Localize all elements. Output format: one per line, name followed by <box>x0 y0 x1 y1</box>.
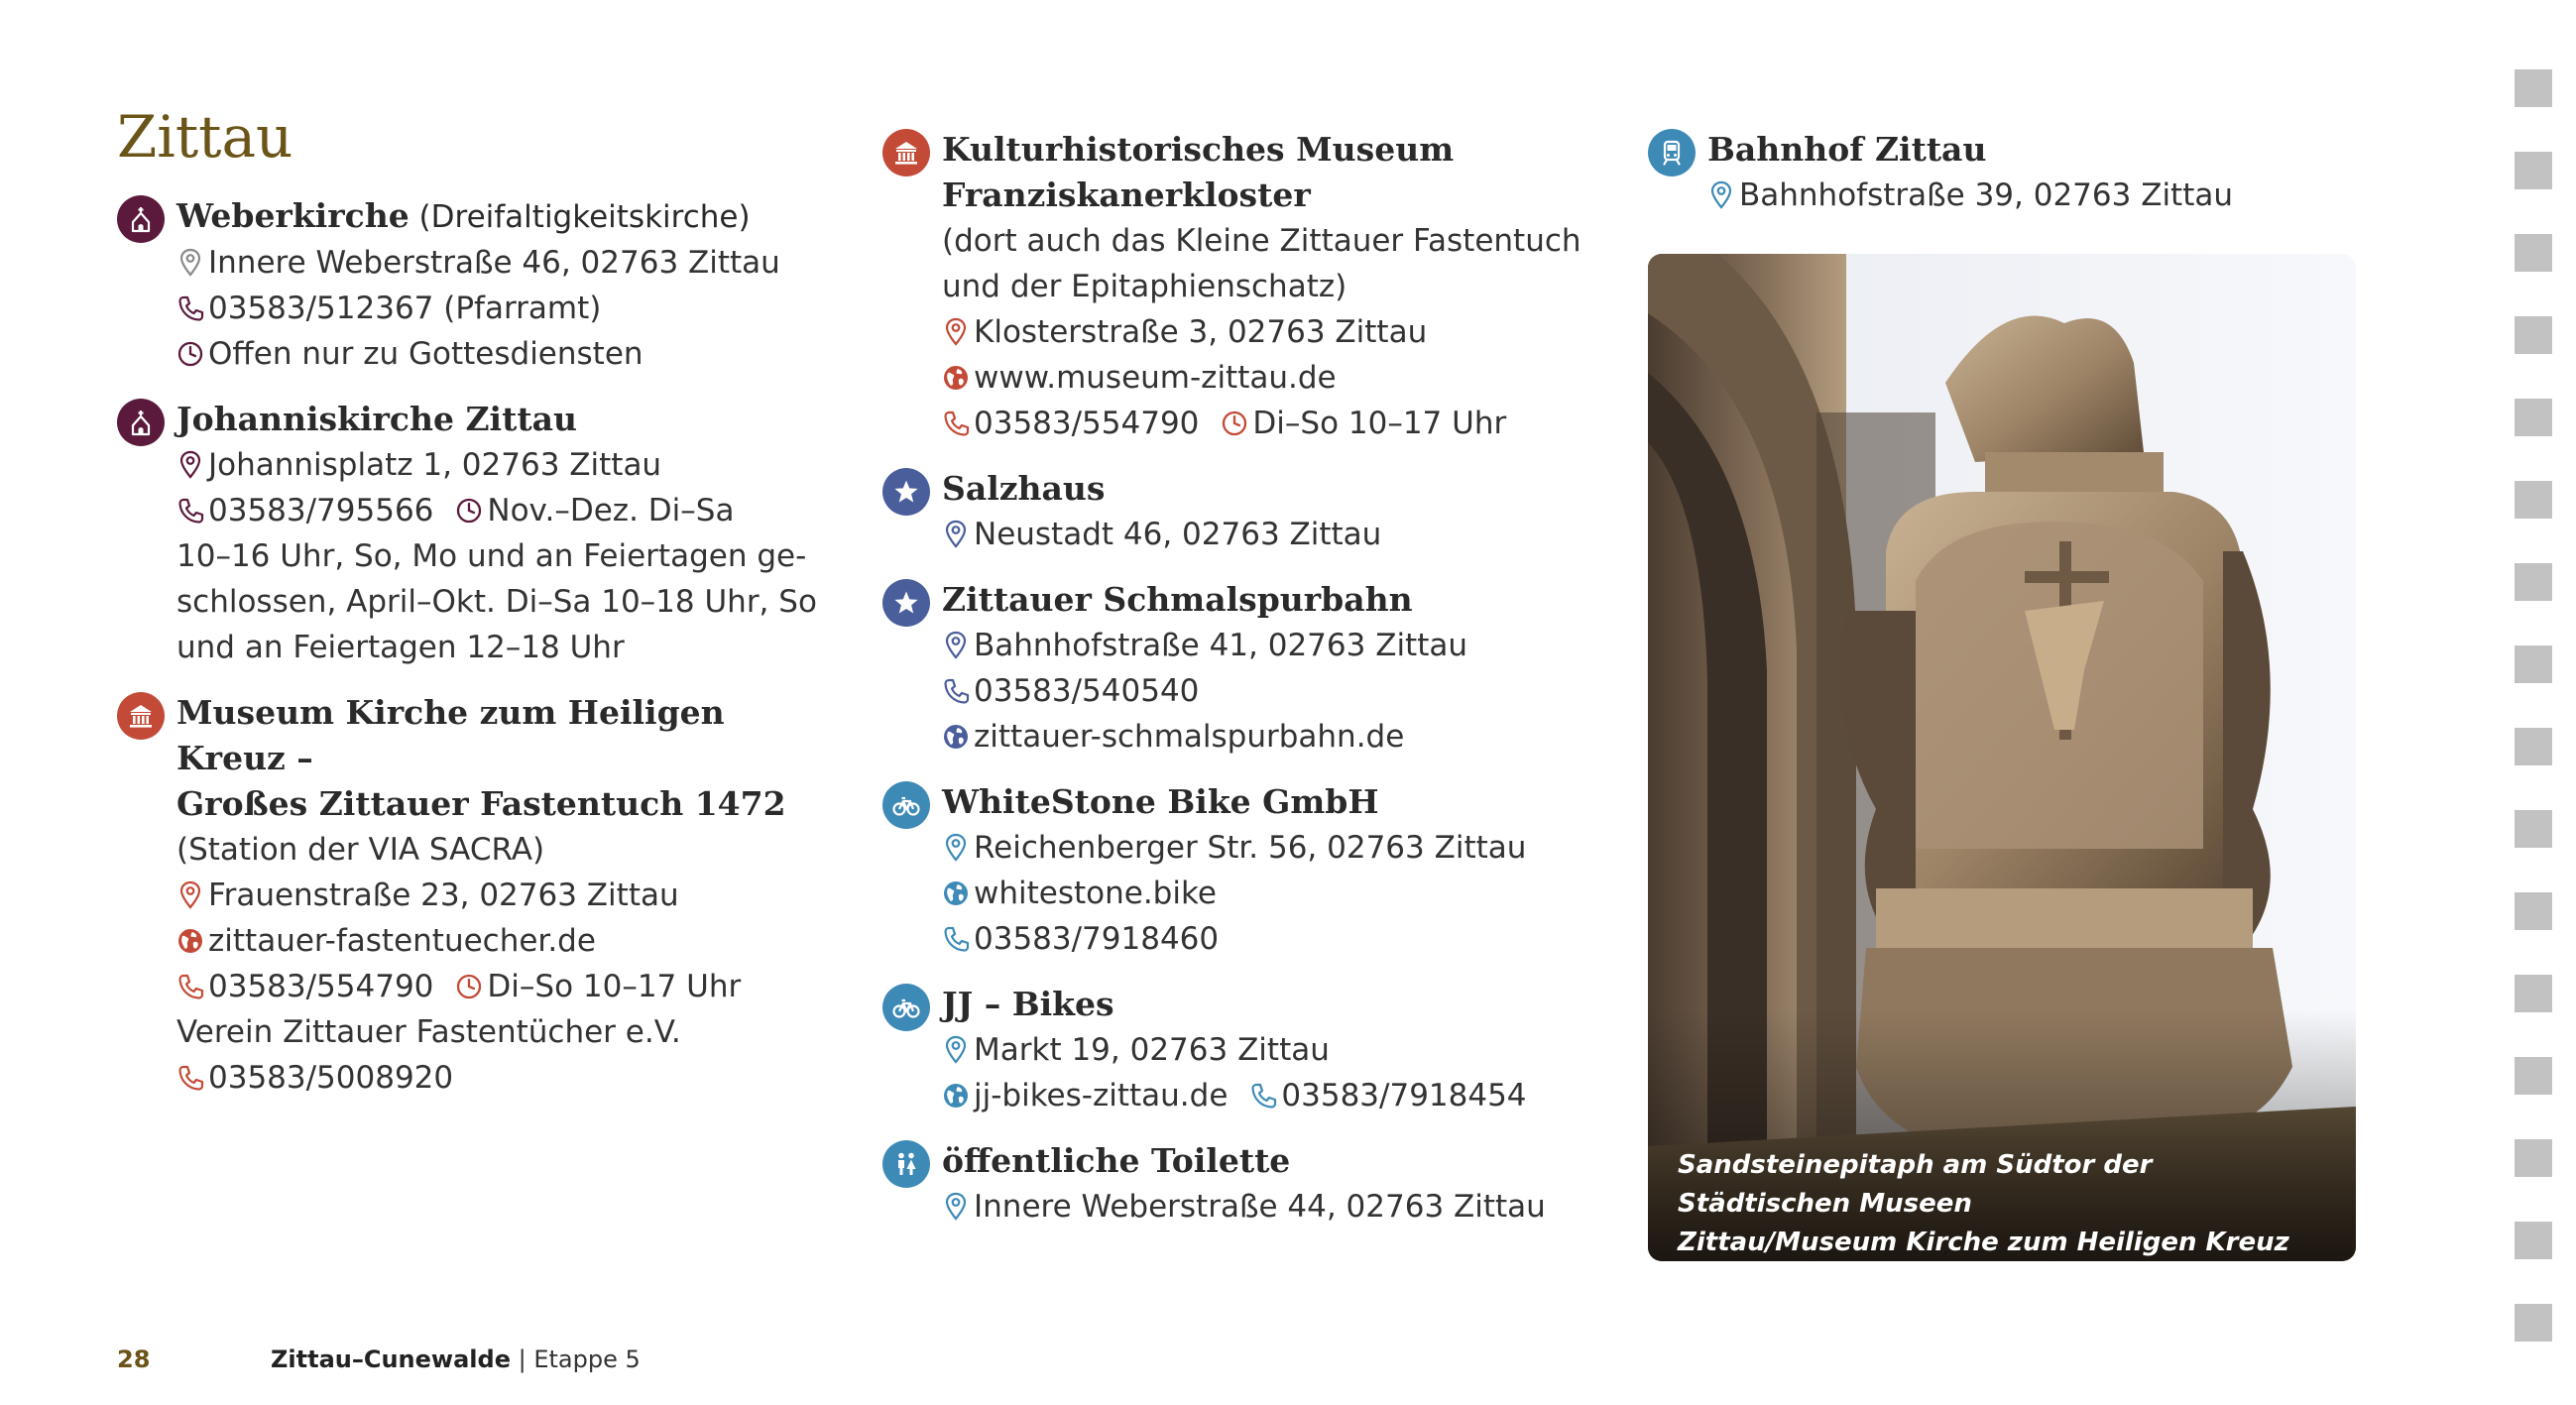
thumb-index-tab <box>2515 645 2552 683</box>
entry-zittauer-schmalspurbahn <box>882 577 1596 760</box>
sandstone-epitaph-image <box>1648 254 2356 1261</box>
thumb-index-tab <box>2515 728 2552 765</box>
entry-bahnhof-zittau <box>1648 127 2362 218</box>
globe-icon <box>942 1081 970 1111</box>
phone-number: 03583/540540 <box>974 673 1200 709</box>
location-pin-icon <box>942 631 970 660</box>
opening-hours-continued: schlossen, April–Okt. Di–Sa 10–18 Uhr, So <box>176 584 817 620</box>
location-pin-icon <box>942 317 970 347</box>
column-left <box>117 193 831 1120</box>
phone-icon <box>176 1063 204 1093</box>
phone-icon <box>942 409 970 438</box>
phone-icon <box>942 676 970 706</box>
thumb-index-tab <box>2515 316 2552 354</box>
phone-number: 03583/7918460 <box>974 921 1220 957</box>
photo-caption <box>1678 1146 2332 1261</box>
location-pin-icon <box>1707 180 1735 210</box>
phone-number: 03583/5008920 <box>208 1060 454 1096</box>
opening-hours-continued: und an Feiertagen 12–18 Uhr <box>176 630 625 665</box>
clock-icon <box>176 339 204 369</box>
toilet-icon <box>882 1140 930 1188</box>
address: Bahnhofstraße 41, 02763 Zittau <box>974 628 1468 663</box>
address: Innere Weberstraße 46, 02763 Zittau <box>208 245 780 281</box>
entry-kulturhistorisches-museum <box>882 127 1596 446</box>
entry-name: WhiteStone Bike GmbH <box>942 782 1379 821</box>
entry-name-note: (Dreifaltigkeitskirche) <box>409 199 751 235</box>
thumb-index-tab <box>2515 563 2552 601</box>
phone-icon <box>176 972 204 1001</box>
thumb-index-tab <box>2515 234 2552 272</box>
location-pin-icon <box>942 833 970 863</box>
address: Johannisplatz 1, 02763 Zittau <box>208 447 662 483</box>
star-icon <box>882 468 930 516</box>
phone-number: 03583/554790 <box>974 406 1200 441</box>
entry-name-continued: Großes Zittauer Fastentuch 1472 <box>176 784 786 823</box>
church-icon <box>117 195 165 243</box>
website-link[interactable]: www.museum-zittau.de <box>974 360 1337 396</box>
location-pin-icon <box>942 520 970 549</box>
opening-hours-continued: 10–16 Uhr, So, Mo und an Feiertagen ge- <box>176 538 807 574</box>
thumb-index-tab <box>2515 399 2552 436</box>
entry-name: Weberkirche <box>176 196 410 235</box>
website-link[interactable]: whitestone.bike <box>974 876 1217 911</box>
footer-route <box>271 1346 641 1373</box>
phone-number: 03583/554790 <box>208 969 434 1004</box>
bicycle-icon <box>882 984 930 1031</box>
page-footer <box>117 1346 641 1373</box>
address: Innere Weberstraße 44, 02763 Zittau <box>974 1189 1546 1225</box>
opening-hours: Di–So 10–17 Uhr <box>487 969 742 1004</box>
address: Reichenberger Str. 56, 02763 Zittau <box>974 830 1527 866</box>
website-link[interactable]: jj-bikes-zittau.de <box>974 1078 1229 1113</box>
globe-icon <box>942 878 970 908</box>
thumb-index-tab <box>2515 1222 2552 1259</box>
entry-jj-bikes <box>882 982 1596 1118</box>
opening-hours: Offen nur zu Gottesdiensten <box>208 336 644 372</box>
page-title: Zittau <box>117 103 293 171</box>
footer-separator: | <box>510 1346 534 1373</box>
thumb-index-tab <box>2515 69 2552 107</box>
clock-icon <box>455 496 483 526</box>
thumb-index-tab <box>2515 1139 2552 1177</box>
phone-icon <box>176 496 204 526</box>
globe-icon <box>176 926 204 956</box>
column-middle <box>882 127 1596 1249</box>
thumb-index-tab <box>2515 975 2552 1012</box>
entry-name-continued: Franziskanerkloster <box>942 176 1311 214</box>
entry-note: (dort auch das Kleine Zittauer Fastentuch <box>942 223 1581 259</box>
location-pin-icon <box>942 1035 970 1065</box>
website-link[interactable]: zittauer-fastentuecher.de <box>208 923 596 959</box>
phone-number: 03583/512367 (Pfarramt) <box>208 291 602 326</box>
entry-name: Kulturhistorisches Museum <box>942 130 1455 169</box>
train-icon <box>1648 129 1696 176</box>
entry-whitestone-bike <box>882 779 1596 962</box>
phone-icon <box>942 924 970 954</box>
address: Neustadt 46, 02763 Zittau <box>974 517 1382 552</box>
bicycle-icon <box>882 781 930 829</box>
entry-salzhaus <box>882 466 1596 557</box>
thumb-index-tab <box>2515 892 2552 930</box>
entry-weberkirche <box>117 193 831 377</box>
thumb-index-tab <box>2515 1057 2552 1095</box>
association-name: Verein Zittauer Fastentücher e.V. <box>176 1014 681 1050</box>
entry-museum-kirche-heiligen-kreuz <box>117 690 831 1101</box>
location-pin-icon <box>176 880 204 910</box>
entry-note: (Station der VIA SACRA) <box>176 832 545 868</box>
museum-icon <box>117 692 165 740</box>
clock-icon <box>455 972 483 1001</box>
photo-caption-line: Zittau/Museum Kirche zum Heiligen Kreuz <box>1678 1228 2289 1257</box>
location-pin-icon <box>176 248 204 278</box>
entry-name: Salzhaus <box>942 469 1106 508</box>
entry-name: Zittauer Schmalspurbahn <box>942 580 1413 619</box>
museum-icon <box>882 129 930 176</box>
address: Bahnhofstraße 39, 02763 Zittau <box>1739 177 2234 213</box>
phone-icon <box>176 293 204 323</box>
entry-oeffentliche-toilette <box>882 1138 1596 1229</box>
thumb-index-tab <box>2515 810 2552 848</box>
stage-label: Etappe 5 <box>533 1346 641 1373</box>
entry-johanniskirche <box>117 397 831 670</box>
entry-name: Museum Kirche zum Heiligen Kreuz – <box>176 693 725 777</box>
thumb-index-tab <box>2515 152 2552 189</box>
column-right <box>1648 127 2362 238</box>
church-icon <box>117 399 165 446</box>
address: Klosterstraße 3, 02763 Zittau <box>974 314 1428 350</box>
opening-hours: Nov.–Dez. Di–Sa <box>487 493 735 528</box>
photo-caption-line: Sandsteinepitaph am Südtor der Städtischen Museen <box>1678 1150 2153 1219</box>
opening-hours: Di–So 10–17 Uhr <box>1252 406 1507 441</box>
globe-icon <box>942 722 970 752</box>
phone-number: 03583/7918454 <box>1281 1078 1527 1113</box>
route-name: Zittau–Cunewalde <box>271 1346 511 1373</box>
address: Markt 19, 02763 Zittau <box>974 1032 1330 1068</box>
phone-number: 03583/795566 <box>208 493 434 528</box>
location-pin-icon <box>942 1192 970 1222</box>
location-pin-icon <box>176 450 204 480</box>
entry-note-continued: und der Epitaphienschatz) <box>942 269 1347 304</box>
globe-icon <box>942 363 970 393</box>
clock-icon <box>1221 409 1248 438</box>
entry-name: Johanniskirche Zittau <box>176 400 577 438</box>
star-icon <box>882 579 930 627</box>
entry-name: öffentliche Toilette <box>942 1141 1291 1180</box>
thumb-index-tab <box>2515 1304 2552 1342</box>
thumb-index-tab <box>2515 481 2552 519</box>
address: Frauenstraße 23, 02763 Zittau <box>208 878 679 913</box>
page-number: 28 <box>117 1346 151 1373</box>
epitaph-photo <box>1648 254 2356 1261</box>
entry-name: JJ – Bikes <box>942 985 1114 1023</box>
entry-name: Bahnhof Zittau <box>1707 130 1987 169</box>
phone-icon <box>1249 1081 1277 1111</box>
website-link[interactable]: zittauer-schmalspurbahn.de <box>974 719 1405 755</box>
